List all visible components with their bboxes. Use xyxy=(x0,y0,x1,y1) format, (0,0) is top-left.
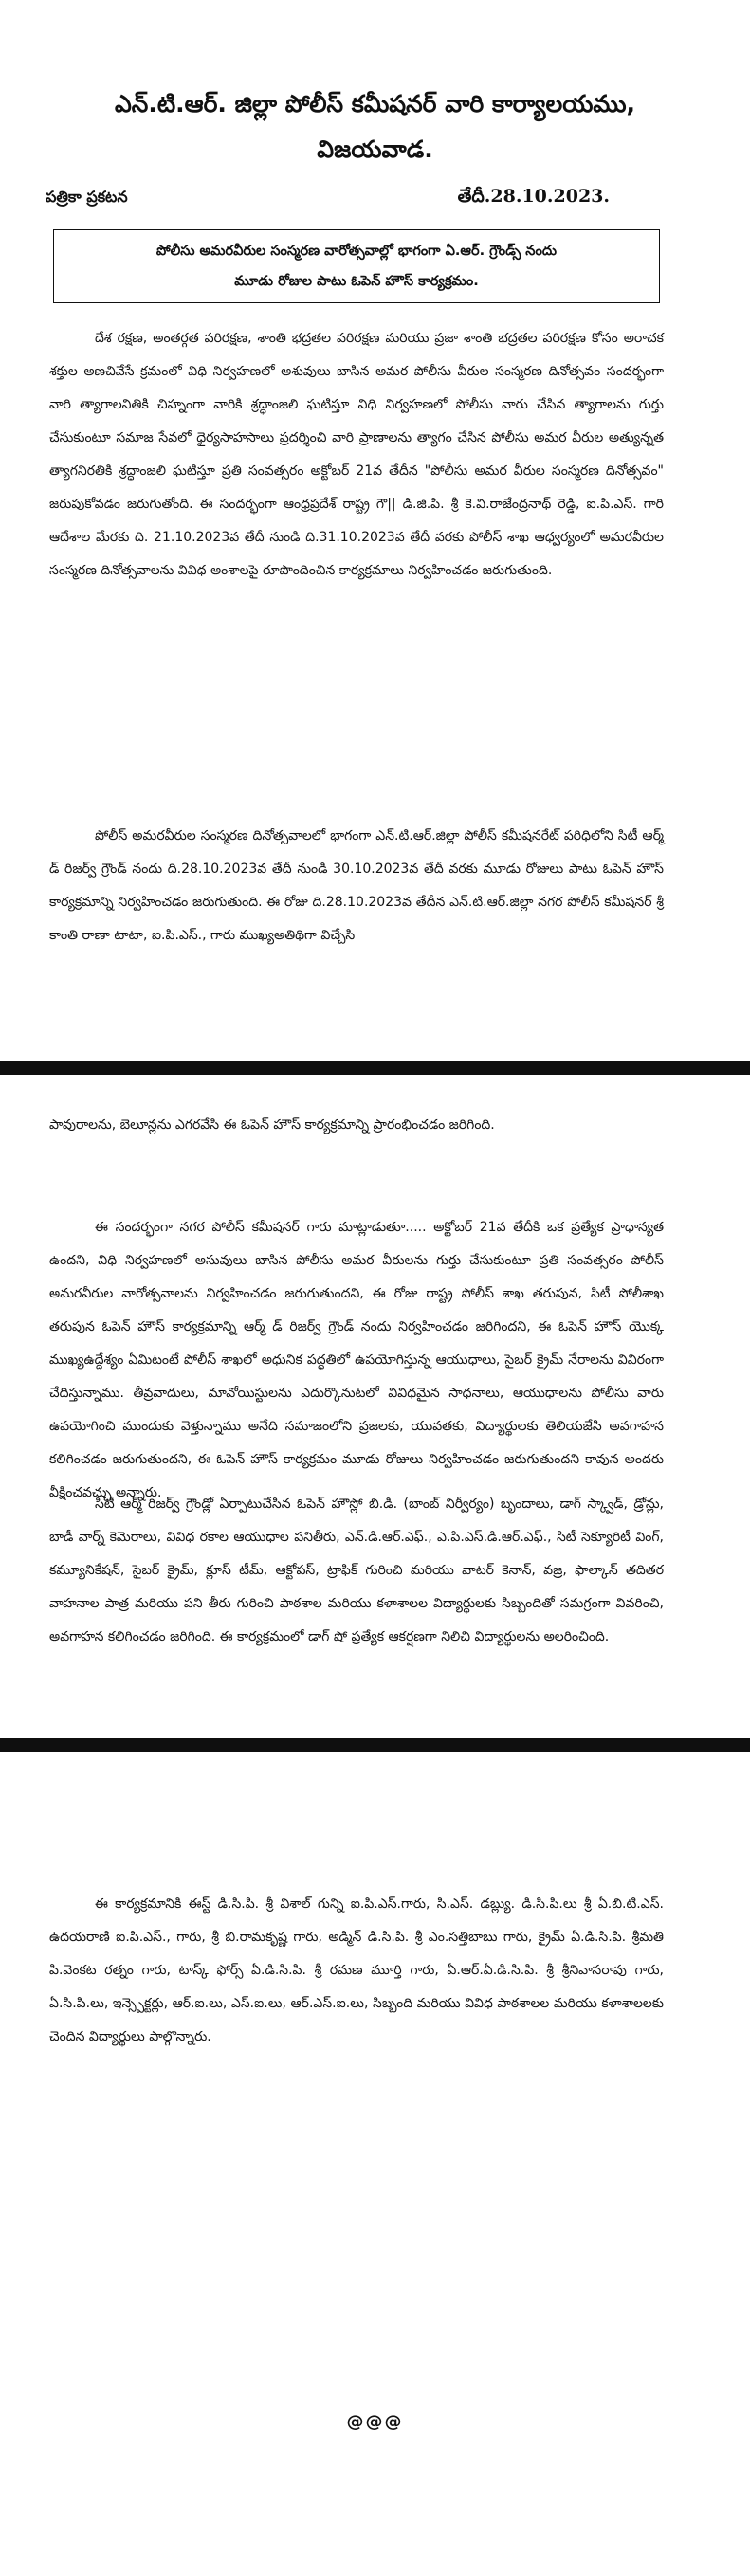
press-release-label: పత్రికా ప్రకటన xyxy=(46,188,128,206)
paragraph-open-house: పోలీస్ అమరవీరుల సంస్మరణ దినోత్సవాలలో భాగంగా ఎన్.టి.ఆర్.జిల్లా పోలీస్ కమీషనరేట్ పరిధిలోని సిటీ ఆర్మ్ డ్ రిజర్వ్ గ్రౌండ్ నందు ది.28.10.2023వ తేదీ నుండి 30.10.2023వ తేదీ వరకు మూడు రోజులు పాటు ఓపెన్ హౌస్ కార్యక్రమాన్ని నిర్వహించడం జరుగుతుంది. ఈ రోజు ది.28.10.2023వ తేదీన ఎన్.టి.ఆర్.జిల్లా నగర పోలీస్ కమీషనర్ శ్రీ కాంతి రాణా టాటా, ఐ.పి.ఎస్., గారు ముఖ్యఅతిథిగా విచ్చేసి xyxy=(49,828,664,943)
page-separator xyxy=(0,1738,750,1752)
page-3 xyxy=(0,1752,750,2576)
office-title: ఎన్.టి.ఆర్. జిల్లా పోలీస్ కమీషనర్ వారి కార్యాలయము, xyxy=(115,90,635,118)
paragraph-attendees: ఈ కార్యక్రమానికి ఈస్ట్ డి.సి.పి. శ్రీ విశాల్ గున్ని ఐ.పి.ఎస్.గారు, సి.ఎస్. డబ్ల్యు. డి.సి.పి.లు శ్రీ ఏ.బి.టి.ఎస్. ఉదయరాణి ఐ.పి.ఎస్., గారు, శ్రీ బి.రామకృష్ణ గారు, అడ్మిన్ డి.సి.పి. శ్రీ ఎం.సత్తిబాబు గారు, క్రైమ్ ఏ.డి.సి.పి. శ్రీమతి పి.వెంకట రత్నం గారు, టాస్క్ ఫోర్స్ ఏ.డి.సి.పి. శ్రీ రమణ మూర్తి గారు, ఏ.ఆర్.ఏ.డి.సి.పి. శ్రీ శ్రీనివాసరావు గారు, ఏ.సి.పి.లు, ఇన్స్పెక్టర్లు, ఆర్.ఐ.లు, ఎస్.ఐ.లు, ఆర్.ఎస్.ఐ.లు, సిబ్బంది మరియు వివిధ పాఠశాలల మరియు కళాశాలలకు చెందిన విద్యార్థులు పాల్గొన్నారు. xyxy=(49,1896,664,2044)
subject-box xyxy=(53,229,660,303)
paragraph-continuation: పావురాలను, బెలూన్లను ఎగరవేసి ఈ ఓపెన్ హౌస్ కార్యక్రమాన్ని ప్రారంభించడం జరిగింది. xyxy=(49,1117,495,1133)
subject-line-1: పోలీసు అమరవీరుల సంస్మరణ వారోత్సవాల్లో భాగంగా ఏ.ఆర్. గ్రౌండ్స్ నందు xyxy=(155,244,558,259)
page-1 xyxy=(0,0,750,1061)
end-mark: @@@ xyxy=(346,2412,404,2432)
office-city: విజయవాడ. xyxy=(317,136,433,163)
release-date: తేదీ.28.10.2023. xyxy=(457,186,610,207)
subject-line-2: మూడు రోజుల పాటు ఓపెన్ హౌస్ కార్యక్రమం. xyxy=(234,274,479,289)
page-separator xyxy=(0,1061,750,1075)
paragraph-intro: దేశ రక్షణ, అంతర్గత పరిరక్షణ, శాంతి భద్రతల పరిరక్షణ మరియు ప్రజా శాంతి భద్రతల పరిరక్షణ కోసం అరాచక శక్తుల అణచివేసే క్రమంలో విధి నిర్వహణలో అశువులు బాసిన అమర పోలీసు వీరుల సంస్మరణ దినోత్సవం సందర్భంగా వారి త్యాగాలనితికి చిహ్నంగా వారికి శ్రద్ధాంజలి ఘటిస్తూ విధి నిర్వహణలో పోలీసు వారు చేసిన త్యాగాలను గుర్తు చేసుకుంటూ సమాజ సేవలో ధైర్యసాహసాలు ప్రదర్శించి వారి ప్రాణాలను త్యాగం చేసిన పోలీసు అమర వీరుల అత్యున్నత త్యాగనిరతికి శ్రద్ధాంజలి ఘటిస్తూ ప్రతి సంవత్సరం అక్టోబర్ 21వ తేదీన "పోలీసు అమర వీరుల సంస్మరణ దినోత్సవం" జరుపుకోవడం జరుగుతోంది. ఈ సందర్భంగా ఆంధ్రప్రదేశ్ రాష్ట్ర గౌ|| డి.జి.పి. శ్రీ కె.వి.రాజేంద్రనాథ్ రెడ్డి, ఐ.పి.ఎస్. గారి ఆదేశాల మేరకు ది. 21.10.2023వ తేదీ నుండి ది.31.10.2023వ తేదీ వరకు పోలీస్ శాఖ ఆధ్వర్యంలో అమరవీరుల సంస్మరణ దినోత్సవాలను వివిధ అంశాలపై రూపొందించిన కార్యక్రమాలు నిర్వహించడం జరుగుతుంది. xyxy=(49,331,664,578)
paragraph-commissioner-speech: ఈ సందర్భంగా నగర పోలీస్ కమీషనర్ గారు మాట్లాడుతూ..... అక్టోబర్ 21వ తేదీకి ఒక ప్రత్యేక ప్రాధాన్యత ఉందని, విధి నిర్వహణలో అసువులు బాసిన పోలీసు అమర వీరులను గుర్తు చేసుకుంటూ ప్రతి సంవత్సరం పోలీస్ అమరవీరుల వారోత్సవాలను నిర్వహించడం జరుగుతుందని, ఈ రోజు రాష్ట్ర పోలీస్ శాఖ తరుపున, సిటీ పోలీశాఖ తరుపున ఓపెన్ హౌస్ కార్యక్రమాన్ని ఆర్మ్ డ్ రిజర్వ్ గ్రౌండ్ నందు నిర్వహించడం జరిగిందని, ఈ ఓపెన్ హౌస్ యొక్క ముఖ్యఉద్దేశ్యం ఏమిటంటే పోలీస్ శాఖలో అధునిక పద్ధతిలో ఉపయోగిస్తున్న ఆయుధాలు, సైబర్ క్రైమ్ నేరాలను వివిరంగా చేదిస్తున్నాము. తీవ్రవాదులు, మావోయిస్టులను ఎదుర్కొనుటలో వివిధమైన సాధనాలు, ఆయుధాలను పోలీసు వారు ఉపయోగించి ముందుకు వెళ్తున్నాము అనేది సమాజంలోని ప్రజలకు, యువతకు, విద్యార్థులకు తెలియజేసి అవగాహన కలిగించడం జరుగుతుందని, ఈ ఓపెన్ హౌస్ కార్యక్రమం మూడు రోజులు నిర్వహించడం జరుగుతుందని కావున అందరు వీక్షించవచ్చు అన్నారు. xyxy=(49,1220,664,1500)
paragraph-exhibits: సిటీ ఆర్మ్ రిజర్వ్ గ్రౌండ్లో ఏర్పాటుచేసిన ఓపెన్ హౌస్లో బి.డి. (బాంబ్ నిర్వీర్యం) బృందాలు, డాగ్ స్క్వాడ్, డ్రోన్లు, బాడీ వార్న్ కెమెరాలు, వివిధ రకాల ఆయుధాల పనితీరు, ఎన్.డి.ఆర్.ఎఫ్., ఎ.పి.ఎస్.డి.ఆర్.ఎఫ్., సిటీ సెక్యూరిటీ వింగ్, కమ్యూనికేషన్, సైబర్ క్రైమ్, క్లూస్ టీమ్, ఆక్టోపస్, ట్రాఫిక్ గురించి మరియు వాటర్ కెనాన్, వజ్ర, ఫాల్కాన్ తదితర వాహనాల పాత్ర మరియు పని తీరు గురించి పాఠశాల మరియు కళాశాలల విద్యార్ధులకు సిబ్బందితో సమగ్రంగా వివరించి, అవగాహన కలిగించడం జరిగింది. ఈ కార్యక్రమంలో డాగ్ షో ప్రత్యేక ఆకర్షణగా నిలిచి విద్యార్థులను అలరించింది. xyxy=(49,1497,664,1644)
